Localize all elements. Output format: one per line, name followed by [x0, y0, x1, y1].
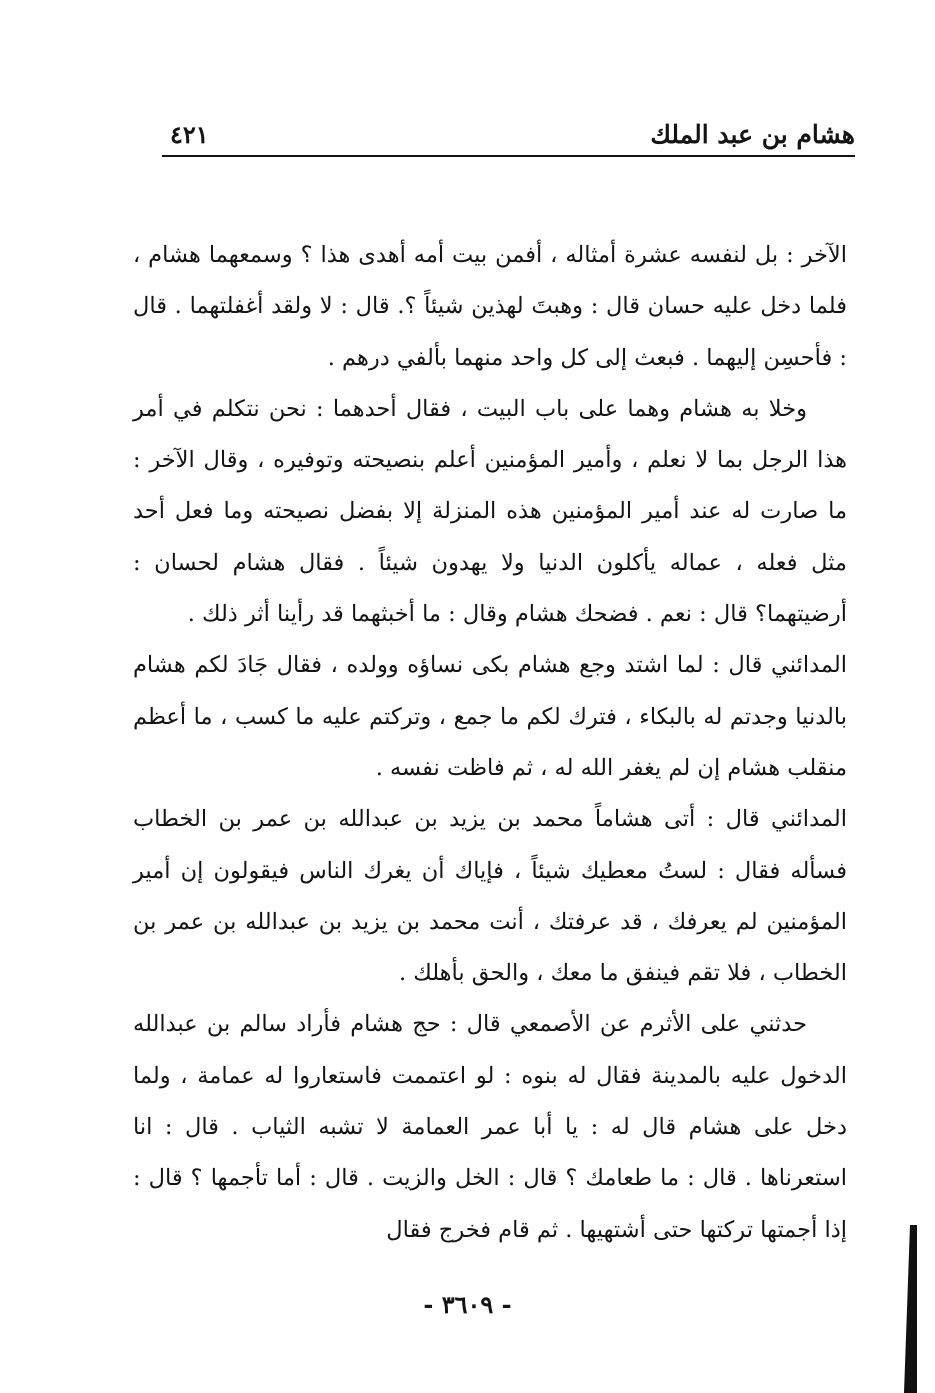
header-page-number: ٤٢١ [170, 120, 209, 149]
paragraph-1: الآخر : بل لنفسه عشرة أمثاله ، أفمن بيت أمه أهدى هذا ؟ وسمعهما هشام ، فلما دخل عليه حسان قال : وهبتَ لهذين شيئاً ؟. قال : لا ولقد أغفلتهما . قال : فأحسِن إليهما . فبعث إلى كل واحد منهما بألفي درهم . [133, 242, 847, 371]
header-divider [162, 155, 855, 157]
paragraph-5: حدثني على الأثرم عن الأصمعي قال : حج هشام فأراد سالم بن عبدالله الدخول عليه بالمدينة فقال له بنوه : لو اعتممت فاستعاروا له عمامة ، ولما دخل على هشام قال له : يا أبا عمر العمامة لا تشبه الثياب . قال : انا استعرناها . قال : ما طعامك ؟ قال : الخل والزيت . قال : أما تأجمها ؟ قال : إذا أجمتها تركتها حتى أشتهيها . ثم قام فخرج فقال [133, 1011, 847, 1243]
body-text [133, 230, 847, 1256]
chapter-title: هشام بن عبد الملك [650, 120, 855, 149]
footer-page-number: - ٣٦٠٩ - [423, 1290, 512, 1319]
scan-edge-mark [904, 1225, 917, 1393]
paragraph-3: المدائني قال : لما اشتد وجع هشام بكى نساؤه وولده ، فقال جَادَ لكم هشام بالدنيا وجدتم له بالبكاء ، فترك لكم ما جمع ، وتركتم عليه ما كسب ، ما أعظم منقلب هشام إن لم يغفر الله له ، ثم فاظت نفسه . [133, 652, 847, 781]
paragraph-4: المدائني قال : أتى هشاماً محمد بن يزيد بن عبدالله بن عمر بن الخطاب فسأله فقال : لستُ معطيك شيئاً ، فإياك أن يغرك الناس فيقولون إن أمير المؤمنين لم يعرفك ، قد عرفتك ، أنت محمد بن يزيد بن عبدالله بن عمر بن الخطاب ، فلا تقم فينفق ما معك ، والحق بأهلك . [133, 806, 847, 987]
running-header [162, 112, 855, 158]
paragraph-2: وخلا به هشام وهما على باب البيت ، فقال أحدهما : نحن نتكلم في أمر هذا الرجل بما لا نعلم ، وأمير المؤمنين أعلم بنصيحته وتوفيره ، وقال الآخر : ما صارت له عند أمير المؤمنين هذه المنزلة إلا بفضل نصيحته وما فعل أحد مثل فعله ، عماله يأكلون الدنيا ولا يهدون شيئاً . فقال هشام لحسان : أرضيتهما؟ قال : نعم . فضحك هشام وقال : ما أخبثهما قد رأينا أثر ذلك . [133, 395, 847, 628]
